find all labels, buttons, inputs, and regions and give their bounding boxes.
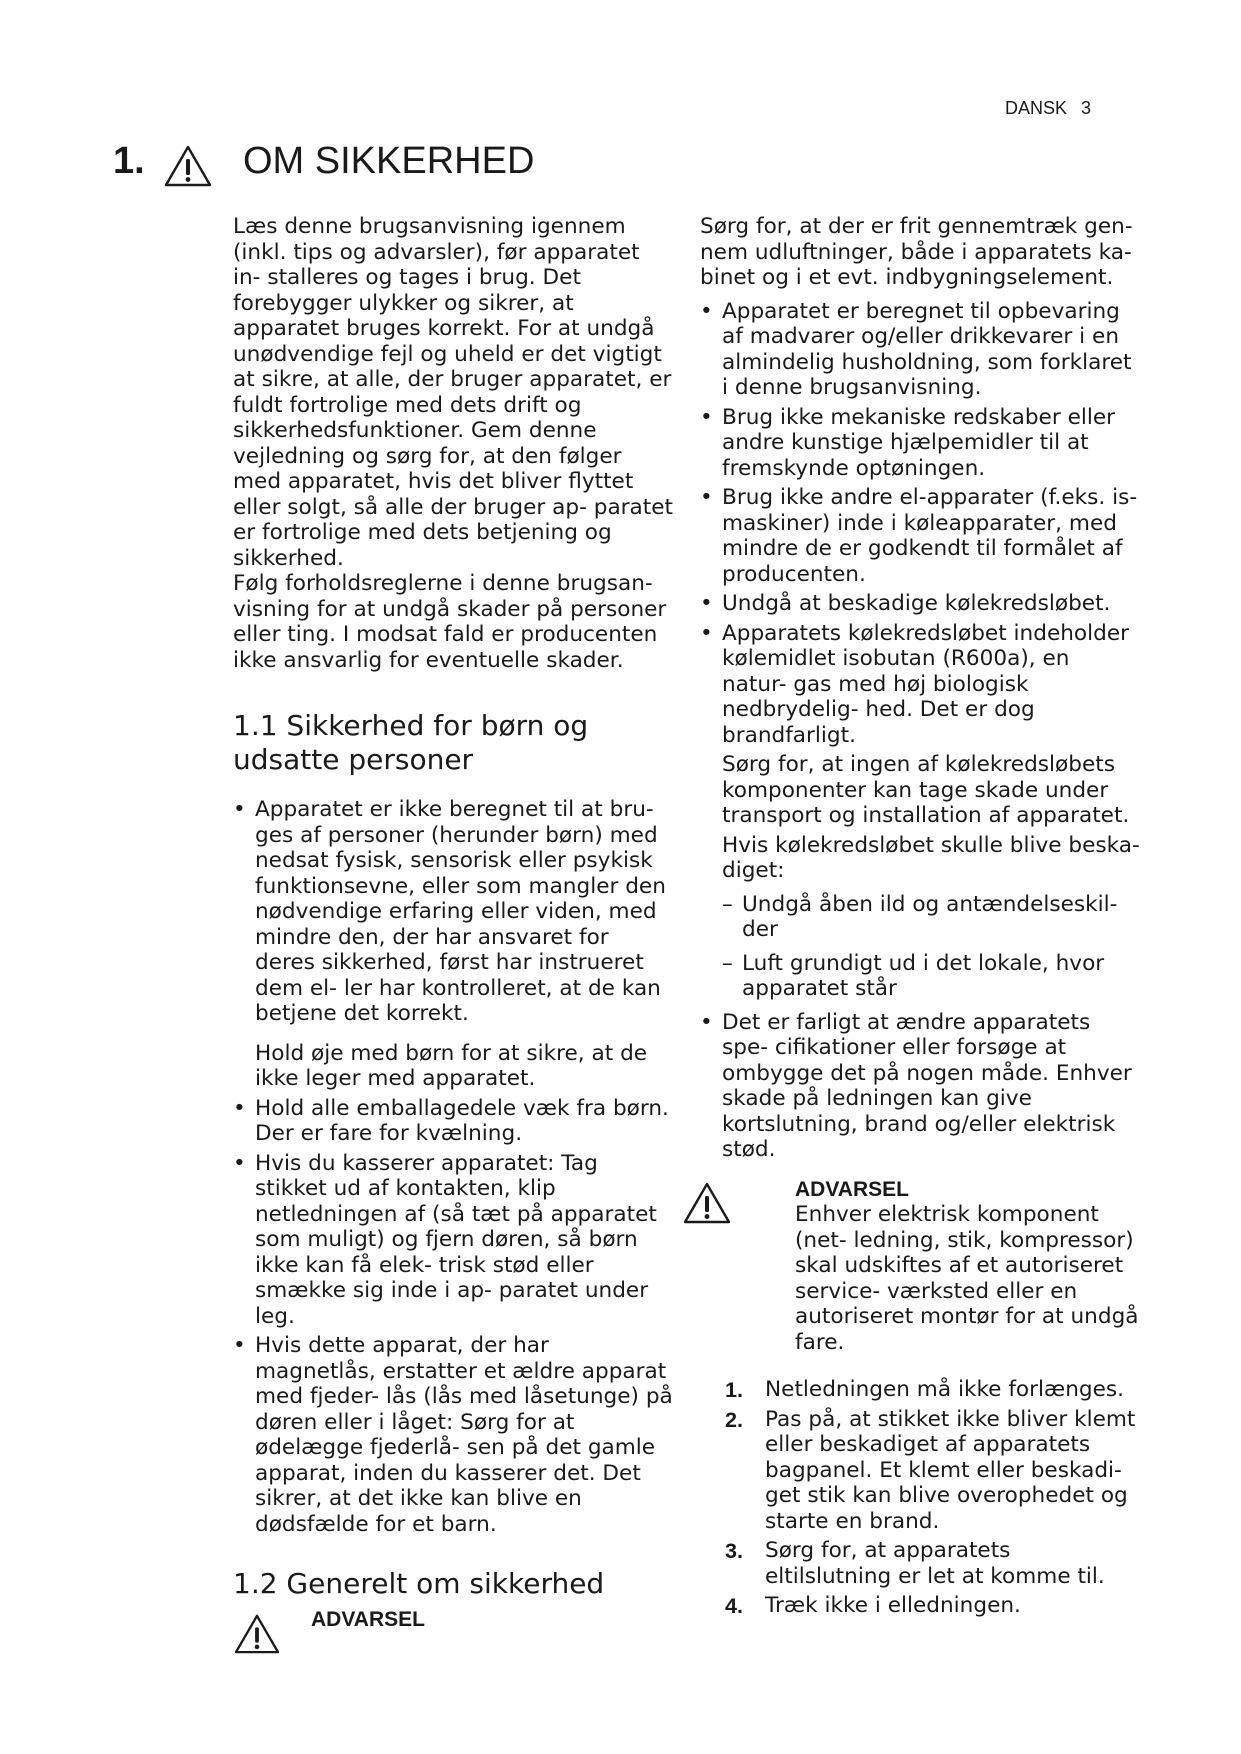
numbered-item bbox=[700, 1593, 1140, 1619]
warning-triangle-icon bbox=[233, 1613, 281, 1655]
bullet-item: • Apparatets kølekredsløbet indeholder kølemidlet isobutan (R600a), en natur- gas med høj biologisk nedbrydelig- hed. Det er dog brandfarligt. bbox=[700, 621, 1140, 749]
warning-text: Enhver elektrisk komponent (net- ledning, stik, kompressor) skal udskiftes af et autoriseret service- værksted eller en autoriseret montør for at undgå fare. bbox=[795, 1202, 1139, 1355]
bullet-item: • Hold alle emballagedele væk fra børn. Der er fare for kvælning. bbox=[233, 1096, 673, 1147]
intro-paragraph: Følg forholdsreglerne i denne brugsan- visning for at undgå skader på personer eller ting. I modsat fald er producenten ikke ansvarlig for eventuelle skader. bbox=[233, 571, 667, 673]
intro-paragraph: Læs denne brugsanvisning igennem (inkl. tips og advarsler), før apparatet in- stalleres og tages i brug. Det forebygger ulykker og sikrer, at apparatet bruges korrekt. For at undgå unødvendige fejl og uheld er det vigtigt at sikre, at alle, der bruger apparatet, er fuldt fortrolige med dets drift og sikkerhedsfunktioner. Gem denne vejledning og sørg for, at den følger med apparatet, hvis det bliver flyttet eller solgt, så alle der bruger ap- paratet er fortrolige med dets betjening og sikkerhed. bbox=[233, 214, 674, 571]
item-text: Netledningen må ikke forlænges. bbox=[765, 1377, 1125, 1402]
bullet-continuation: Hold øje med børn for at sikre, at de ikke leger med apparatet. bbox=[255, 1040, 648, 1091]
warning-block bbox=[700, 1177, 1140, 1356]
warning-label: ADVARSEL bbox=[311, 1608, 425, 1631]
bullet-item: • Undgå at beskadige kølekredsløbet. bbox=[700, 591, 1140, 617]
left-column bbox=[233, 214, 673, 1667]
page-header bbox=[0, 98, 1241, 122]
warning-triangle-icon bbox=[163, 144, 213, 188]
language-label: DANSK bbox=[1005, 98, 1068, 118]
dash-item: – Undgå åben ild og antændelseskil- der bbox=[700, 892, 1140, 943]
dash-item: – Luft grundigt ud i det lokale, hvor apparatet står bbox=[700, 951, 1140, 1002]
item-text: Træk ikke i elledningen. bbox=[765, 1593, 1021, 1618]
numbered-item bbox=[700, 1538, 1140, 1589]
bullet-continuation: Sørg for, at ingen af kølekredsløbets komponenter kan tage skade under transport og installation af apparatet. bbox=[722, 752, 1130, 828]
item-text: Pas på, at stikket ikke bliver klemt eller beskadiget af apparatets bagpanel. Et klemt eller beskadi- get stik kan blive overophedet og starte en brand. bbox=[765, 1406, 1136, 1534]
bullet-item: • Brug ikke mekaniske redskaber eller andre kunstige hjælpemidler til at fremskynde optøningen. bbox=[700, 405, 1140, 482]
section-title: OM SIKKERHED bbox=[243, 140, 535, 182]
subsection-heading-1-2: 1.2 Generelt om sikkerhed bbox=[233, 1567, 605, 1600]
section-number: 1. bbox=[113, 140, 145, 182]
bullet-item: • Hvis du kasserer apparatet: Tag stikket ud af kontakten, klip netledningen af (så tæt på apparatet som muligt) og fjern døren, så børn ikke kan få elek- trisk stød eller smække sig inde i ap- paratet under leg. bbox=[233, 1151, 673, 1330]
intro-paragraph: Sørg for, at der er frit gennemtræk gen- nem udluftninger, både i apparatets ka- binet og i et evt. indbygningselement. bbox=[700, 214, 1133, 290]
item-number: 3. bbox=[725, 1538, 744, 1563]
bullet-item: • Brug ikke andre el-apparater (f.eks. is- maskiner) inde i køleapparater, med mindre de er godkendt til formålet af producenten. bbox=[700, 485, 1140, 587]
page-number: 3 bbox=[1081, 98, 1092, 118]
warning-block bbox=[233, 1607, 673, 1667]
item-number: 1. bbox=[725, 1377, 744, 1402]
item-number: 2. bbox=[725, 1406, 744, 1432]
numbered-item bbox=[700, 1377, 1140, 1403]
bullet-item: • Det er farligt at ændre apparatets spe- cifikationer eller forsøge at ombygge det på nogen måde. Enhver skade på ledningen kan give kortslutning, brand og/eller elektrisk stød. bbox=[700, 1010, 1140, 1163]
bullet-item: • Apparatet er beregnet til opbevaring af madvarer og/eller drikkevarer i en almindelig husholdning, som forklaret i denne brugsanvisning. bbox=[700, 299, 1140, 401]
warning-label: ADVARSEL bbox=[795, 1177, 909, 1201]
bullet-continuation: Hvis kølekredsløbet skulle blive beska- diget: bbox=[722, 832, 1140, 883]
bullet-item: • Hvis dette apparat, der har magnetlås, erstatter et ældre apparat med fjeder- lås (lås med låsetunge) på døren eller i låget: Sørg for at ødelægge fjederlå- sen på det gamle apparat, inden du kasserer det. Det sikrer, at det ikke kan blive en dødsfælde for et barn. bbox=[233, 1333, 673, 1537]
right-column bbox=[700, 214, 1140, 1619]
numbered-item bbox=[700, 1407, 1140, 1535]
item-number: 4. bbox=[725, 1593, 744, 1618]
numbered-list bbox=[700, 1377, 1140, 1619]
bullet-item: • Apparatet er ikke beregnet til at bru- ges af personer (herunder børn) med nedsat fysisk, sensorisk eller psykisk funktionsevne, eller som mangler den nødvendige erfaring eller viden, med mindre den, der har ansvaret for deres sikkerhed, først har instrueret dem el- ler har kontrolleret, at de kan betjene det korrekt. bbox=[233, 797, 673, 1027]
subsection-heading-1-1: 1.1 Sikkerhed for børn og udsatte personer bbox=[233, 709, 589, 776]
warning-triangle-icon bbox=[682, 1181, 732, 1225]
item-text: Sørg for, at apparatets eltilslutning er let at komme til. bbox=[765, 1538, 1105, 1589]
